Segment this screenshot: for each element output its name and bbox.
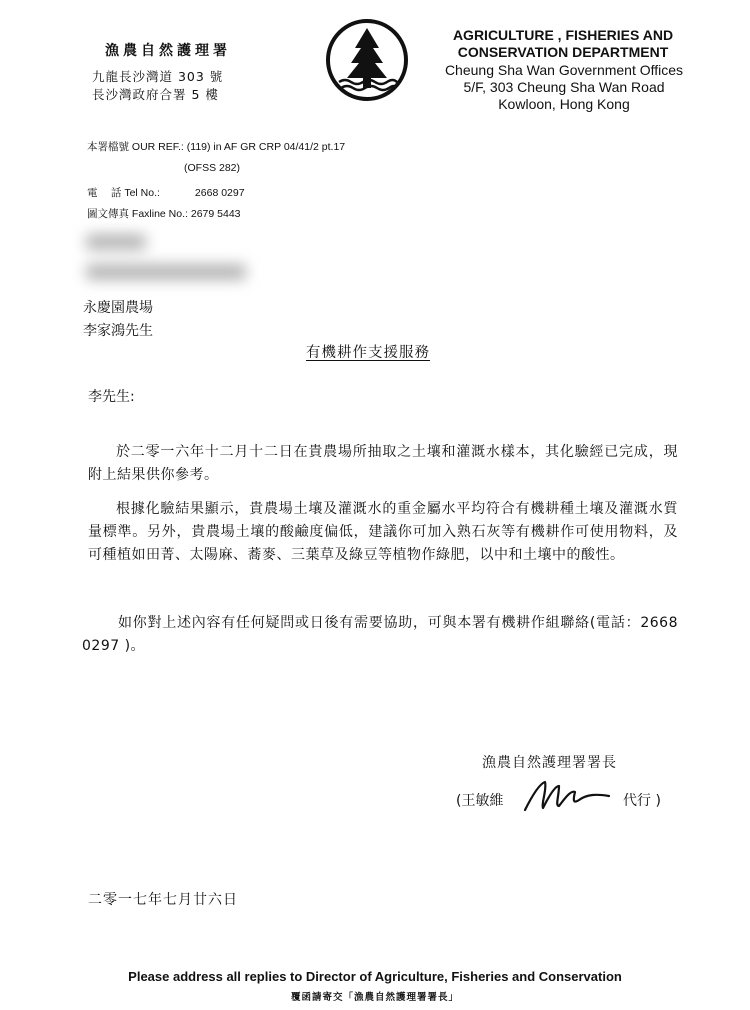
department-name-en-line-2: CONSERVATION DEPARTMENT <box>457 44 669 60</box>
address-en-line-2: 5/F, 303 Cheung Sha Wan Road <box>463 79 665 95</box>
afcd-tree-logo <box>325 18 409 102</box>
fax-line <box>87 206 241 221</box>
address-en-line-3: Kowloon, Hong Kong <box>498 96 630 112</box>
body-paragraph-1: 於二零一六年十二月十二日在貴農場所抽取之土壤和灌溉水樣本，其化驗經已完成，現附上結果供你參考。 <box>88 444 678 483</box>
redacted-address <box>80 228 250 296</box>
fax-value: 2679 5443 <box>190 208 241 220</box>
recipient-farm: 永慶園農場 <box>83 300 153 316</box>
our-ref-label: 本署檔號 OUR REF.: <box>87 141 184 153</box>
recipient-name: 李家鴻先生 <box>83 323 153 339</box>
footer-reply-instruction-en: Please address all replies to Director of Agriculture, Fisheries and Conservation <box>128 969 622 984</box>
handwritten-signature <box>517 776 617 816</box>
footer-reply-instruction-zh: 覆函請寄交「漁農自然護理署署長」 <box>290 992 459 1003</box>
address-en-line-1: Cheung Sha Wan Government Offices <box>444 62 684 78</box>
body-paragraph-3: 如你對上述內容有任何疑問或日後有需要協助，可與本署有機耕作組聯絡(電話：2668 0297 )。 <box>82 615 678 654</box>
fax-label: 圖文傳真 Faxline No.: <box>87 208 188 220</box>
salutation: 李先生: <box>88 389 135 405</box>
department-name-en-line-1: AGRICULTURE , FISHERIES AND <box>452 27 674 43</box>
body-paragraph-2: 根據化驗結果顯示，貴農場土壤及灌溉水的重金屬水平均符合有機耕種土壤及灌溉水質量標準。另外，貴農場土壤的酸鹼度偏低，建議你可加入熟石灰等有機耕作可使用物料，及可種植如田菁、太陽麻、蕎麥、三葉草及綠豆等植物作綠肥，以中和土壤中的酸性。 <box>88 501 678 563</box>
subject-heading: 有機耕作支援服務 <box>306 345 430 361</box>
tel-value: 2668 0297 <box>194 187 245 199</box>
tel-line <box>87 185 245 200</box>
address-zh-line-2: 長沙灣政府合署 5 樓 <box>92 87 219 102</box>
letter-date: 二零一七年七月廿六日 <box>88 892 238 908</box>
our-ref-line <box>87 139 345 154</box>
our-ref-value: (119) in AF GR CRP 04/41/2 pt.17 <box>186 141 346 153</box>
signatory-title: 漁農自然護理署署長 <box>482 755 617 771</box>
signatory-proxy: 代行 ) <box>623 793 661 809</box>
signatory-name: (王敏維 <box>456 793 504 809</box>
tel-label: 電 話 Tel No.: <box>87 187 160 199</box>
department-name-zh: 漁農自然護理署 <box>105 43 231 59</box>
ofss-ref: (OFSS 282) <box>184 162 241 174</box>
address-zh-line-1: 九龍長沙灣道 303 號 <box>92 69 224 84</box>
